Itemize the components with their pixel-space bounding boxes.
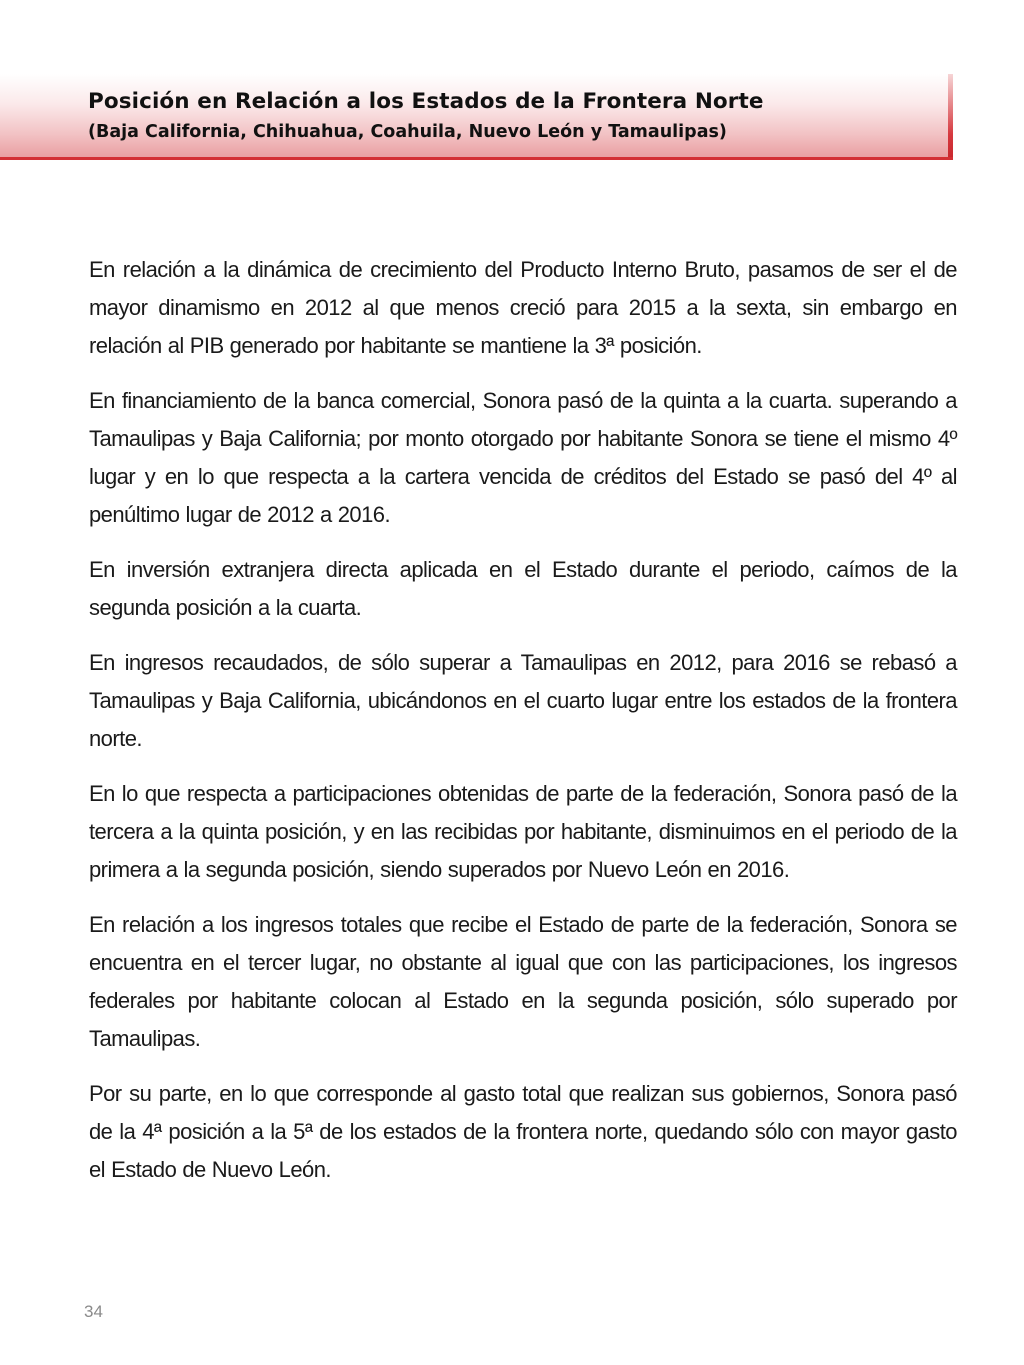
paragraph-gasto-total: Por su parte, en lo que corresponde al gasto total que realizan sus gobiernos, Sonora pasó de la 4ª posición a la 5ª de los estados de la frontera norte, quedando sólo con mayor gasto el Estado de Nuevo León. [89, 1081, 957, 1182]
paragraph-ingresos-totales: En relación a los ingresos totales que recibe el Estado de parte de la federación, Sonora se encuentra en el tercer lugar, no obstante al igual que con las participaciones, los ingresos federales por habitante colocan al Estado en la segunda posición, sólo superado por Tamaulipas. [89, 912, 957, 1051]
header-band [0, 74, 952, 160]
page-number: 34 [84, 1302, 103, 1321]
page-subtitle: (Baja California, Chihuahua, Coahuila, Nuevo León y Tamaulipas) [88, 122, 727, 142]
paragraph-financiamiento: En financiamiento de la banca comercial, Sonora pasó de la quinta a la cuarta. superando a Tamaulipas y Baja California; por monto otorgado por habitante Sonora se tiene el mismo 4º lugar y en lo que respecta a la cartera vencida de créditos del Estado se pasó del 4º al penúltimo lugar de 2012 a 2016. [89, 388, 957, 527]
body-text [89, 251, 957, 1206]
header-accent-bar [948, 74, 953, 160]
paragraph-ingresos-recaudados: En ingresos recaudados, de sólo superar a Tamaulipas en 2012, para 2016 se rebasó a Tamaulipas y Baja California, ubicándonos en el cuarto lugar entre los estados de la frontera norte. [89, 650, 957, 751]
paragraph-inversion-extranjera: En inversión extranjera directa aplicada en el Estado durante el periodo, caímos de la segunda posición a la cuarta. [89, 557, 957, 620]
header-bottom-rule [0, 157, 953, 160]
paragraph-pib: En relación a la dinámica de crecimiento del Producto Interno Bruto, pasamos de ser el de mayor dinamismo en 2012 al que menos creció para 2015 a la sexta, sin embargo en relación al PIB generado por habitante se mantiene la 3ª posición. [89, 257, 957, 358]
page-title: Posición en Relación a los Estados de la Frontera Norte [88, 89, 764, 114]
paragraph-participaciones: En lo que respecta a participaciones obtenidas de parte de la federación, Sonora pasó de la tercera a la quinta posición, y en las recibidas por habitante, disminuimos en el periodo de la primera a la segunda posición, siendo superados por Nuevo León en 2016. [89, 781, 957, 882]
